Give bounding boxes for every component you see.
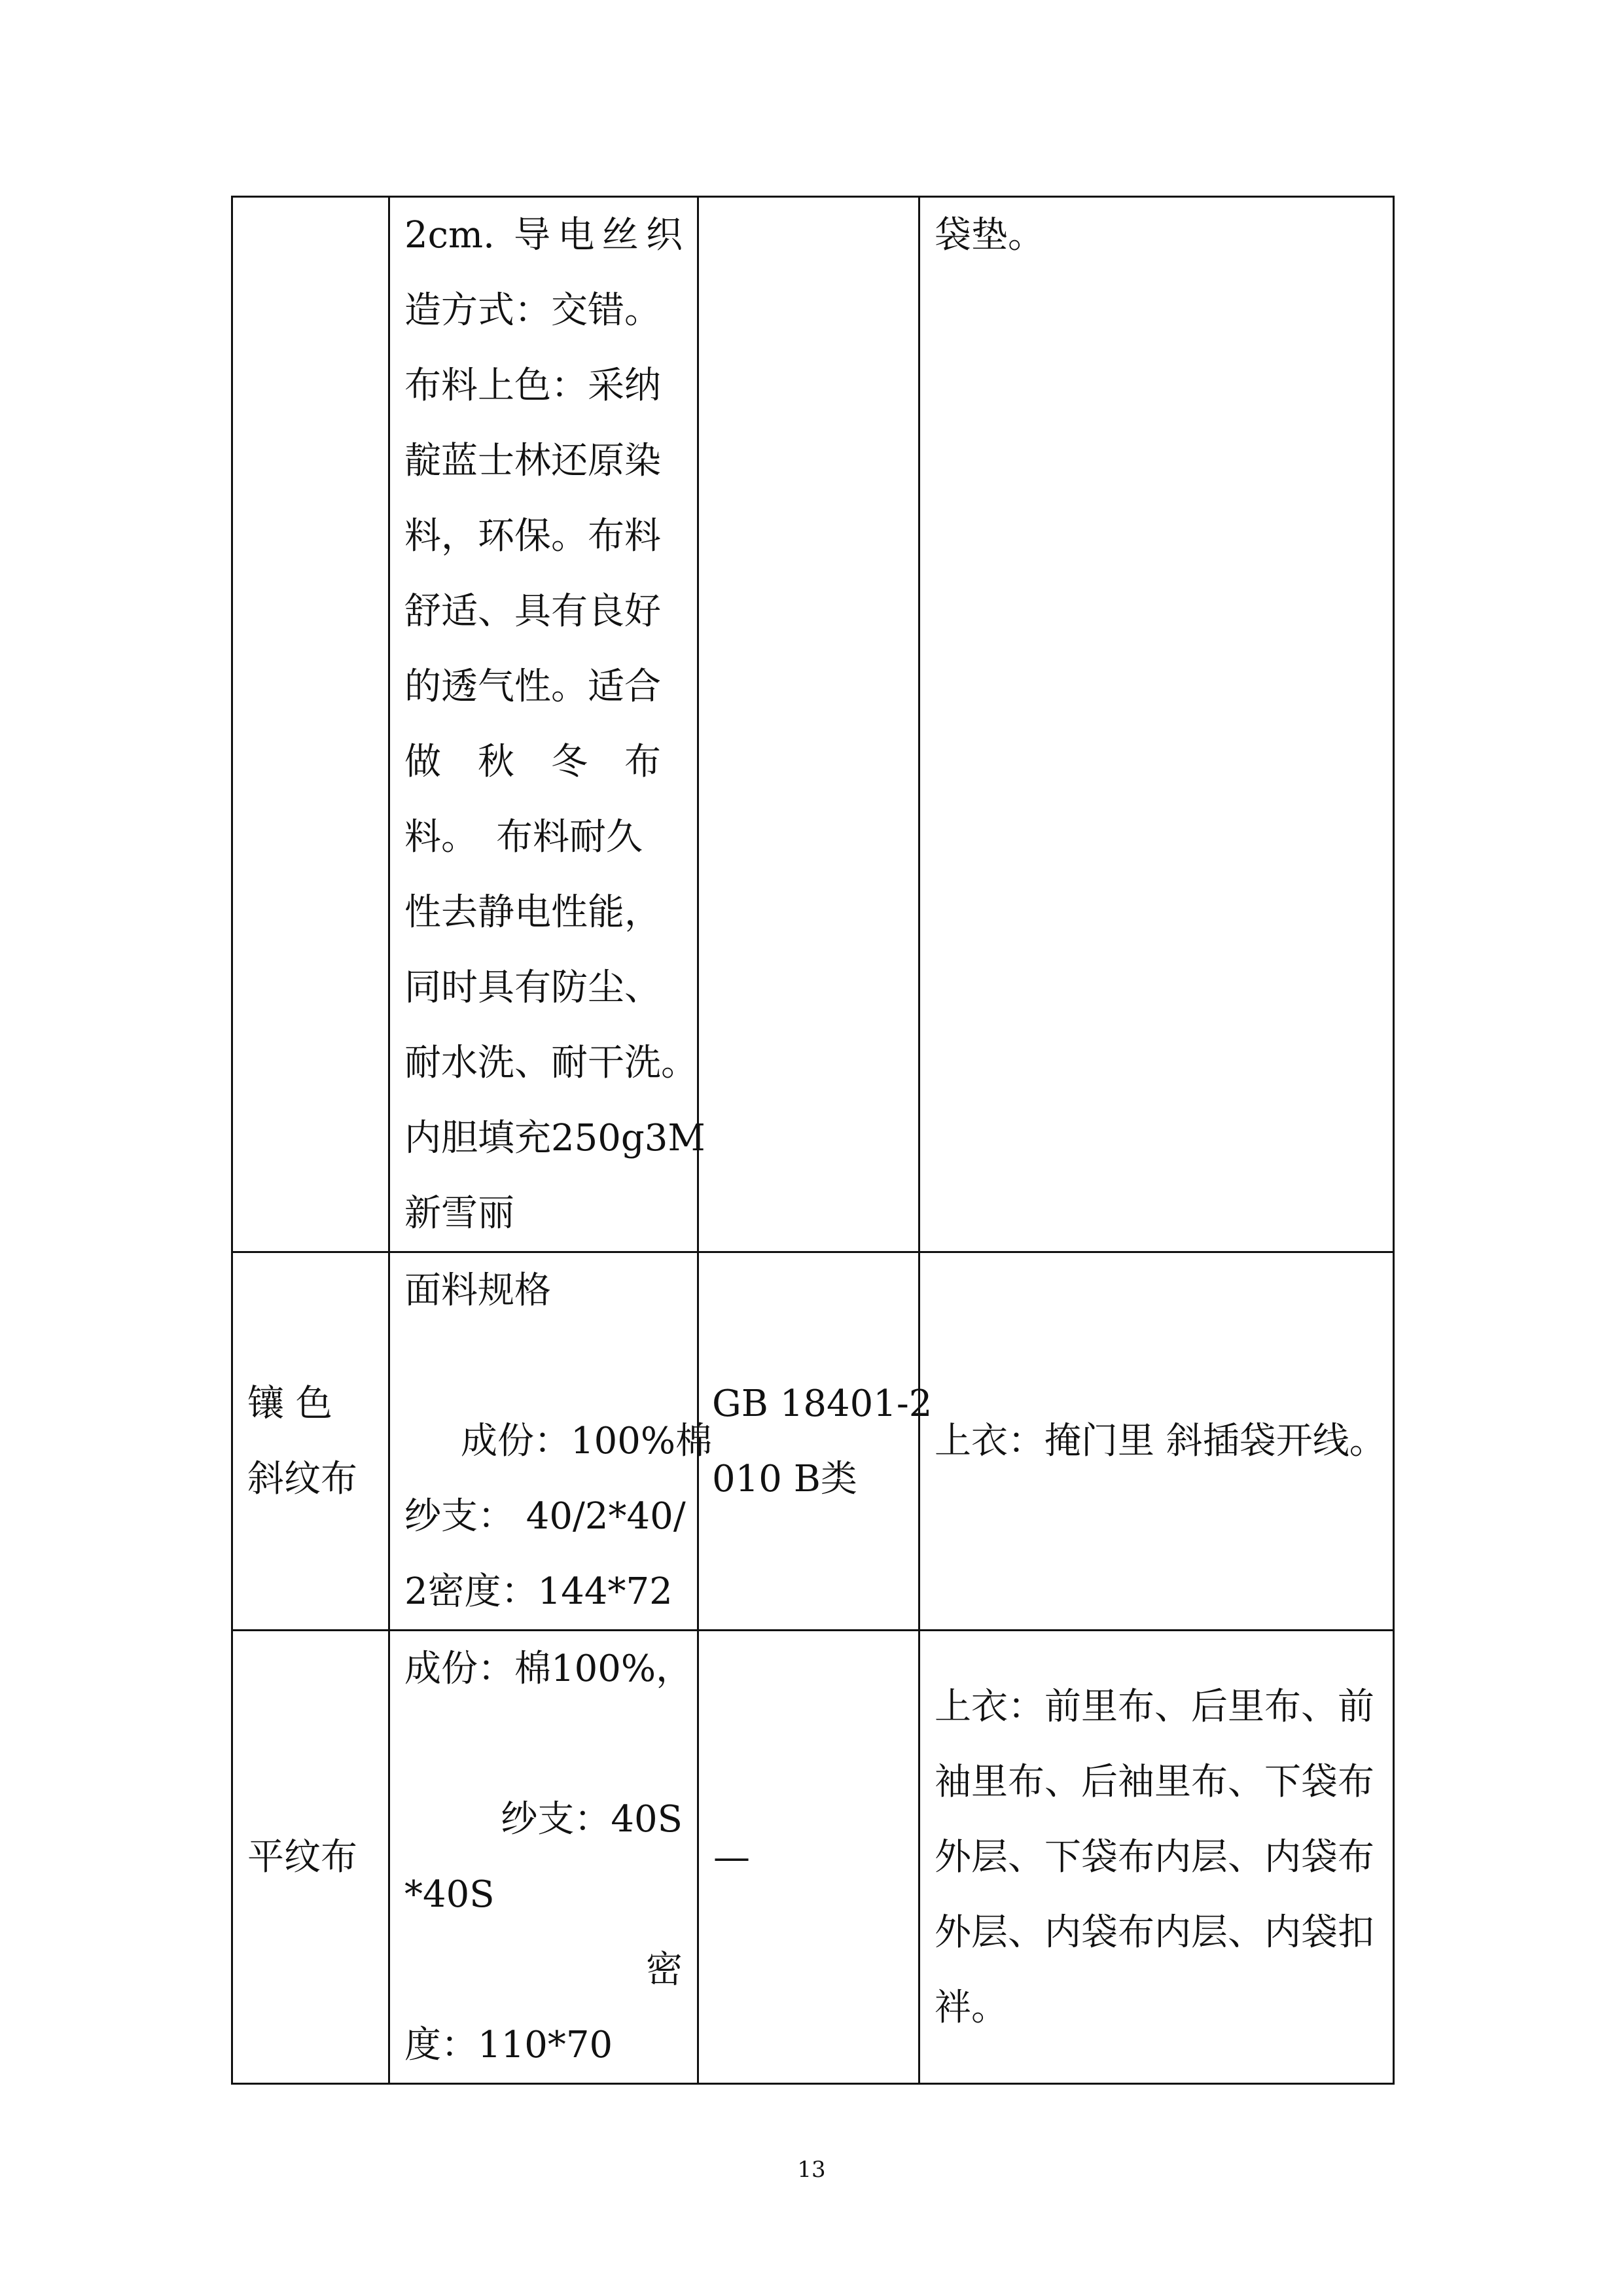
spec-line: 纱支：40S [501, 1798, 683, 1841]
spec-line: 成份：棉100%， [404, 1648, 693, 1690]
fabric-spec-cell [389, 197, 705, 1252]
fabric-name-cell [232, 197, 389, 1252]
spec-line: 性去静电性能， [404, 891, 661, 934]
spec-line: 同时具有防尘、 [404, 966, 661, 1009]
spec-line: *40S [404, 1873, 495, 1916]
standard-cell [698, 197, 919, 1252]
fabric-name-cell [232, 1631, 389, 2084]
table-row [232, 1252, 1394, 1631]
usage-line: 袋垫。 [935, 214, 1044, 256]
standard-cell [698, 1631, 919, 2084]
usage-line: 袖里布、后袖里布、下袋布 [935, 1760, 1374, 1803]
spec-line: 纱支： 40/2*40/ [404, 1495, 686, 1538]
spec-line: 度：110*70 [404, 2024, 613, 2066]
spec-line: 成份：100%棉 [461, 1420, 713, 1462]
spec-spacer [404, 1706, 683, 1782]
usage-line: 外层、下袋布内层、内袋布 [935, 1835, 1374, 1879]
spec-line: 布料上色：采纳 [404, 364, 661, 407]
spec-line: 靛蓝士林还原染 [404, 440, 661, 482]
spec-line: 内胆填充250g3M [404, 1117, 705, 1159]
fabric-spec-table [231, 196, 1395, 2085]
spec-line: 舒适、具有良好 [404, 590, 661, 633]
spec-line: 耐水洗、耐干洗。 [404, 1042, 698, 1084]
fabric-name-cell [232, 1252, 389, 1631]
usage-cell [919, 1252, 1394, 1631]
fabric-spec-cell [389, 1631, 698, 2084]
fabric-name-line: 镶 色 [247, 1382, 332, 1425]
spec-line: 料。 布料耐久 [404, 816, 643, 858]
usage-cell [919, 1631, 1394, 2084]
usage-line: 上衣：前里布、后里布、前 [935, 1685, 1374, 1728]
usage-line: 袢。 [935, 1986, 1008, 2029]
usage-line: 外层、内袋布内层、内袋扣 [935, 1911, 1374, 1954]
spec-spacer [404, 1328, 683, 1404]
usage-cell [919, 197, 1394, 1252]
table-row [232, 1631, 1394, 2084]
spec-line: 2cm. 导电丝织 [404, 214, 683, 256]
spec-line: 新雪丽 [404, 1192, 514, 1235]
usage-line: 上衣：掩门里 斜插袋开线。 [935, 1420, 1386, 1462]
spec-line: 做 秋 冬 布 [404, 741, 661, 783]
spec-line: 造方式：交错。 [404, 289, 661, 332]
spec-line: 料，环保。布料 [404, 515, 661, 557]
page-number: 13 [797, 2157, 826, 2183]
standard-line: — [713, 1835, 750, 1879]
standard-line: 010 B类 [712, 1457, 857, 1500]
spec-line: 的透气性。适合 [404, 665, 661, 708]
spec-line: 密 [646, 1949, 683, 1991]
spec-line: 面料规格 [404, 1269, 551, 1312]
standard-cell [698, 1252, 933, 1631]
fabric-name-line: 平纹布 [247, 1835, 357, 1879]
fabric-spec-cell [389, 1252, 713, 1631]
table-row [232, 197, 1394, 1252]
standard-line: GB 18401-2 [712, 1382, 933, 1425]
fabric-name-line: 斜纹布 [247, 1457, 357, 1500]
spec-line: 2密度：144*72 [404, 1570, 673, 1613]
